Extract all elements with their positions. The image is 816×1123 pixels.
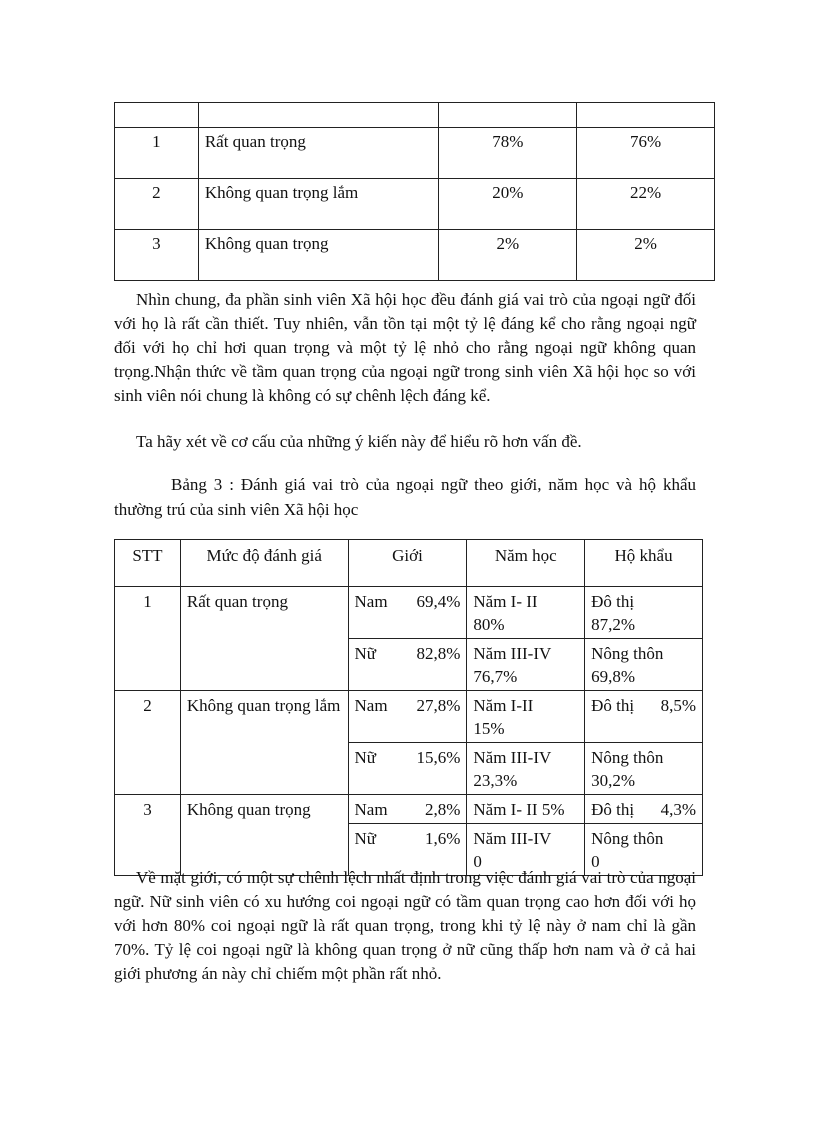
stt-cell: 1 — [115, 587, 181, 691]
value-cell: 2% — [577, 230, 715, 281]
table-row — [115, 179, 715, 230]
level-cell: Không quan trọng lắm — [180, 691, 348, 795]
header-level: Mức độ đánh giá — [180, 540, 348, 587]
residence-cell: Nông thôn 30,2% — [585, 743, 703, 795]
table-row — [115, 230, 715, 281]
header-stt: STT — [115, 540, 181, 587]
level-cell: Không quan trọng — [180, 795, 348, 876]
header-residence: Hộ khẩu — [585, 540, 703, 587]
header-year: Năm học — [467, 540, 585, 587]
table-caption: Bảng 3 : Đánh giá vai trò của ngoại ngữ theo giới, năm học và hộ khẩu thường trú của sinh viên Xã hội học — [114, 475, 696, 519]
gender-cell: Nam 69,4% — [348, 587, 467, 639]
stt-cell: 1 — [115, 128, 199, 179]
table-header-row — [115, 540, 703, 587]
level-cell: Không quan trọng — [198, 230, 439, 281]
stt-cell: 3 — [115, 795, 181, 876]
table-row — [115, 128, 715, 179]
value-cell: 78% — [439, 128, 577, 179]
level-cell: Không quan trọng lắm — [198, 179, 439, 230]
year-cell: Năm I- II 80% — [467, 587, 585, 639]
table-row — [115, 103, 715, 128]
gender-cell: Nữ 15,6% — [348, 743, 467, 795]
year-cell: Năm III-IV 23,3% — [467, 743, 585, 795]
paragraph-transition: Ta hãy xét về cơ cấu của những ý kiến này để hiểu rõ hơn vấn đề. — [136, 432, 582, 451]
breakdown-table — [114, 539, 703, 876]
gender-cell: Nữ 1,6% — [348, 824, 467, 876]
gender-cell: Nữ 82,8% — [348, 639, 467, 691]
year-cell: Năm III-IV 76,7% — [467, 639, 585, 691]
header-gender: Giới — [348, 540, 467, 587]
residence-cell: Đô thị 4,3% — [585, 795, 703, 824]
results-table-continued — [114, 102, 715, 281]
stt-cell: 3 — [115, 230, 199, 281]
gender-cell: Nam 27,8% — [348, 691, 467, 743]
year-cell: Năm I- II 5% — [467, 795, 585, 824]
residence-cell: Nông thôn 0 — [585, 824, 703, 876]
table-row — [115, 691, 703, 743]
gender-cell: Nam 2,8% — [348, 795, 467, 824]
residence-cell: Đô thị 87,2% — [585, 587, 703, 639]
year-cell: Năm I-II 15% — [467, 691, 585, 743]
paragraph-gender-analysis: Về mặt giới, có một sự chênh lệch nhất định trong việc đánh giá vai trò của ngoại ngữ. Nữ sinh viên có xu hướng coi ngoại ngữ có tầm quan trọng cao hơn đối với họ với hơn 80% coi ngoại ngữ là rất quan trọng, trong khi tỷ lệ này ở nam chỉ là gần 70%. Tỷ lệ coi ngoại ngữ là không quan trọng ở nữ cũng thấp hơn nam và ở cả hai giới phương án này chỉ chiếm một phần rất nhỏ. — [114, 868, 696, 983]
stt-cell: 2 — [115, 179, 199, 230]
value-cell: 2% — [439, 230, 577, 281]
year-cell: Năm III-IV 0 — [467, 824, 585, 876]
value-cell: 20% — [439, 179, 577, 230]
residence-cell: Đô thị 8,5% — [585, 691, 703, 743]
table-row — [115, 795, 703, 824]
level-cell: Rất quan trọng — [198, 128, 439, 179]
value-cell: 22% — [577, 179, 715, 230]
paragraph-summary: Nhìn chung, đa phần sinh viên Xã hội học đều đánh giá vai trò của ngoại ngữ đối với họ là rất cần thiết. Tuy nhiên, vẫn tồn tại một tỷ lệ đáng kể cho rằng ngoại ngữ đối với họ chỉ hơi quan trọng và một tỷ lệ nhỏ cho rằng ngoại ngữ không quan trọng.Nhận thức về tầm quan trọng của ngoại ngữ trong sinh viên Xã hội học so với sinh viên nói chung là không có sự chênh lệch đáng kể. — [114, 290, 696, 405]
stt-cell: 2 — [115, 691, 181, 795]
table-row — [115, 587, 703, 639]
value-cell: 76% — [577, 128, 715, 179]
level-cell: Rất quan trọng — [180, 587, 348, 691]
residence-cell: Nông thôn 69,8% — [585, 639, 703, 691]
